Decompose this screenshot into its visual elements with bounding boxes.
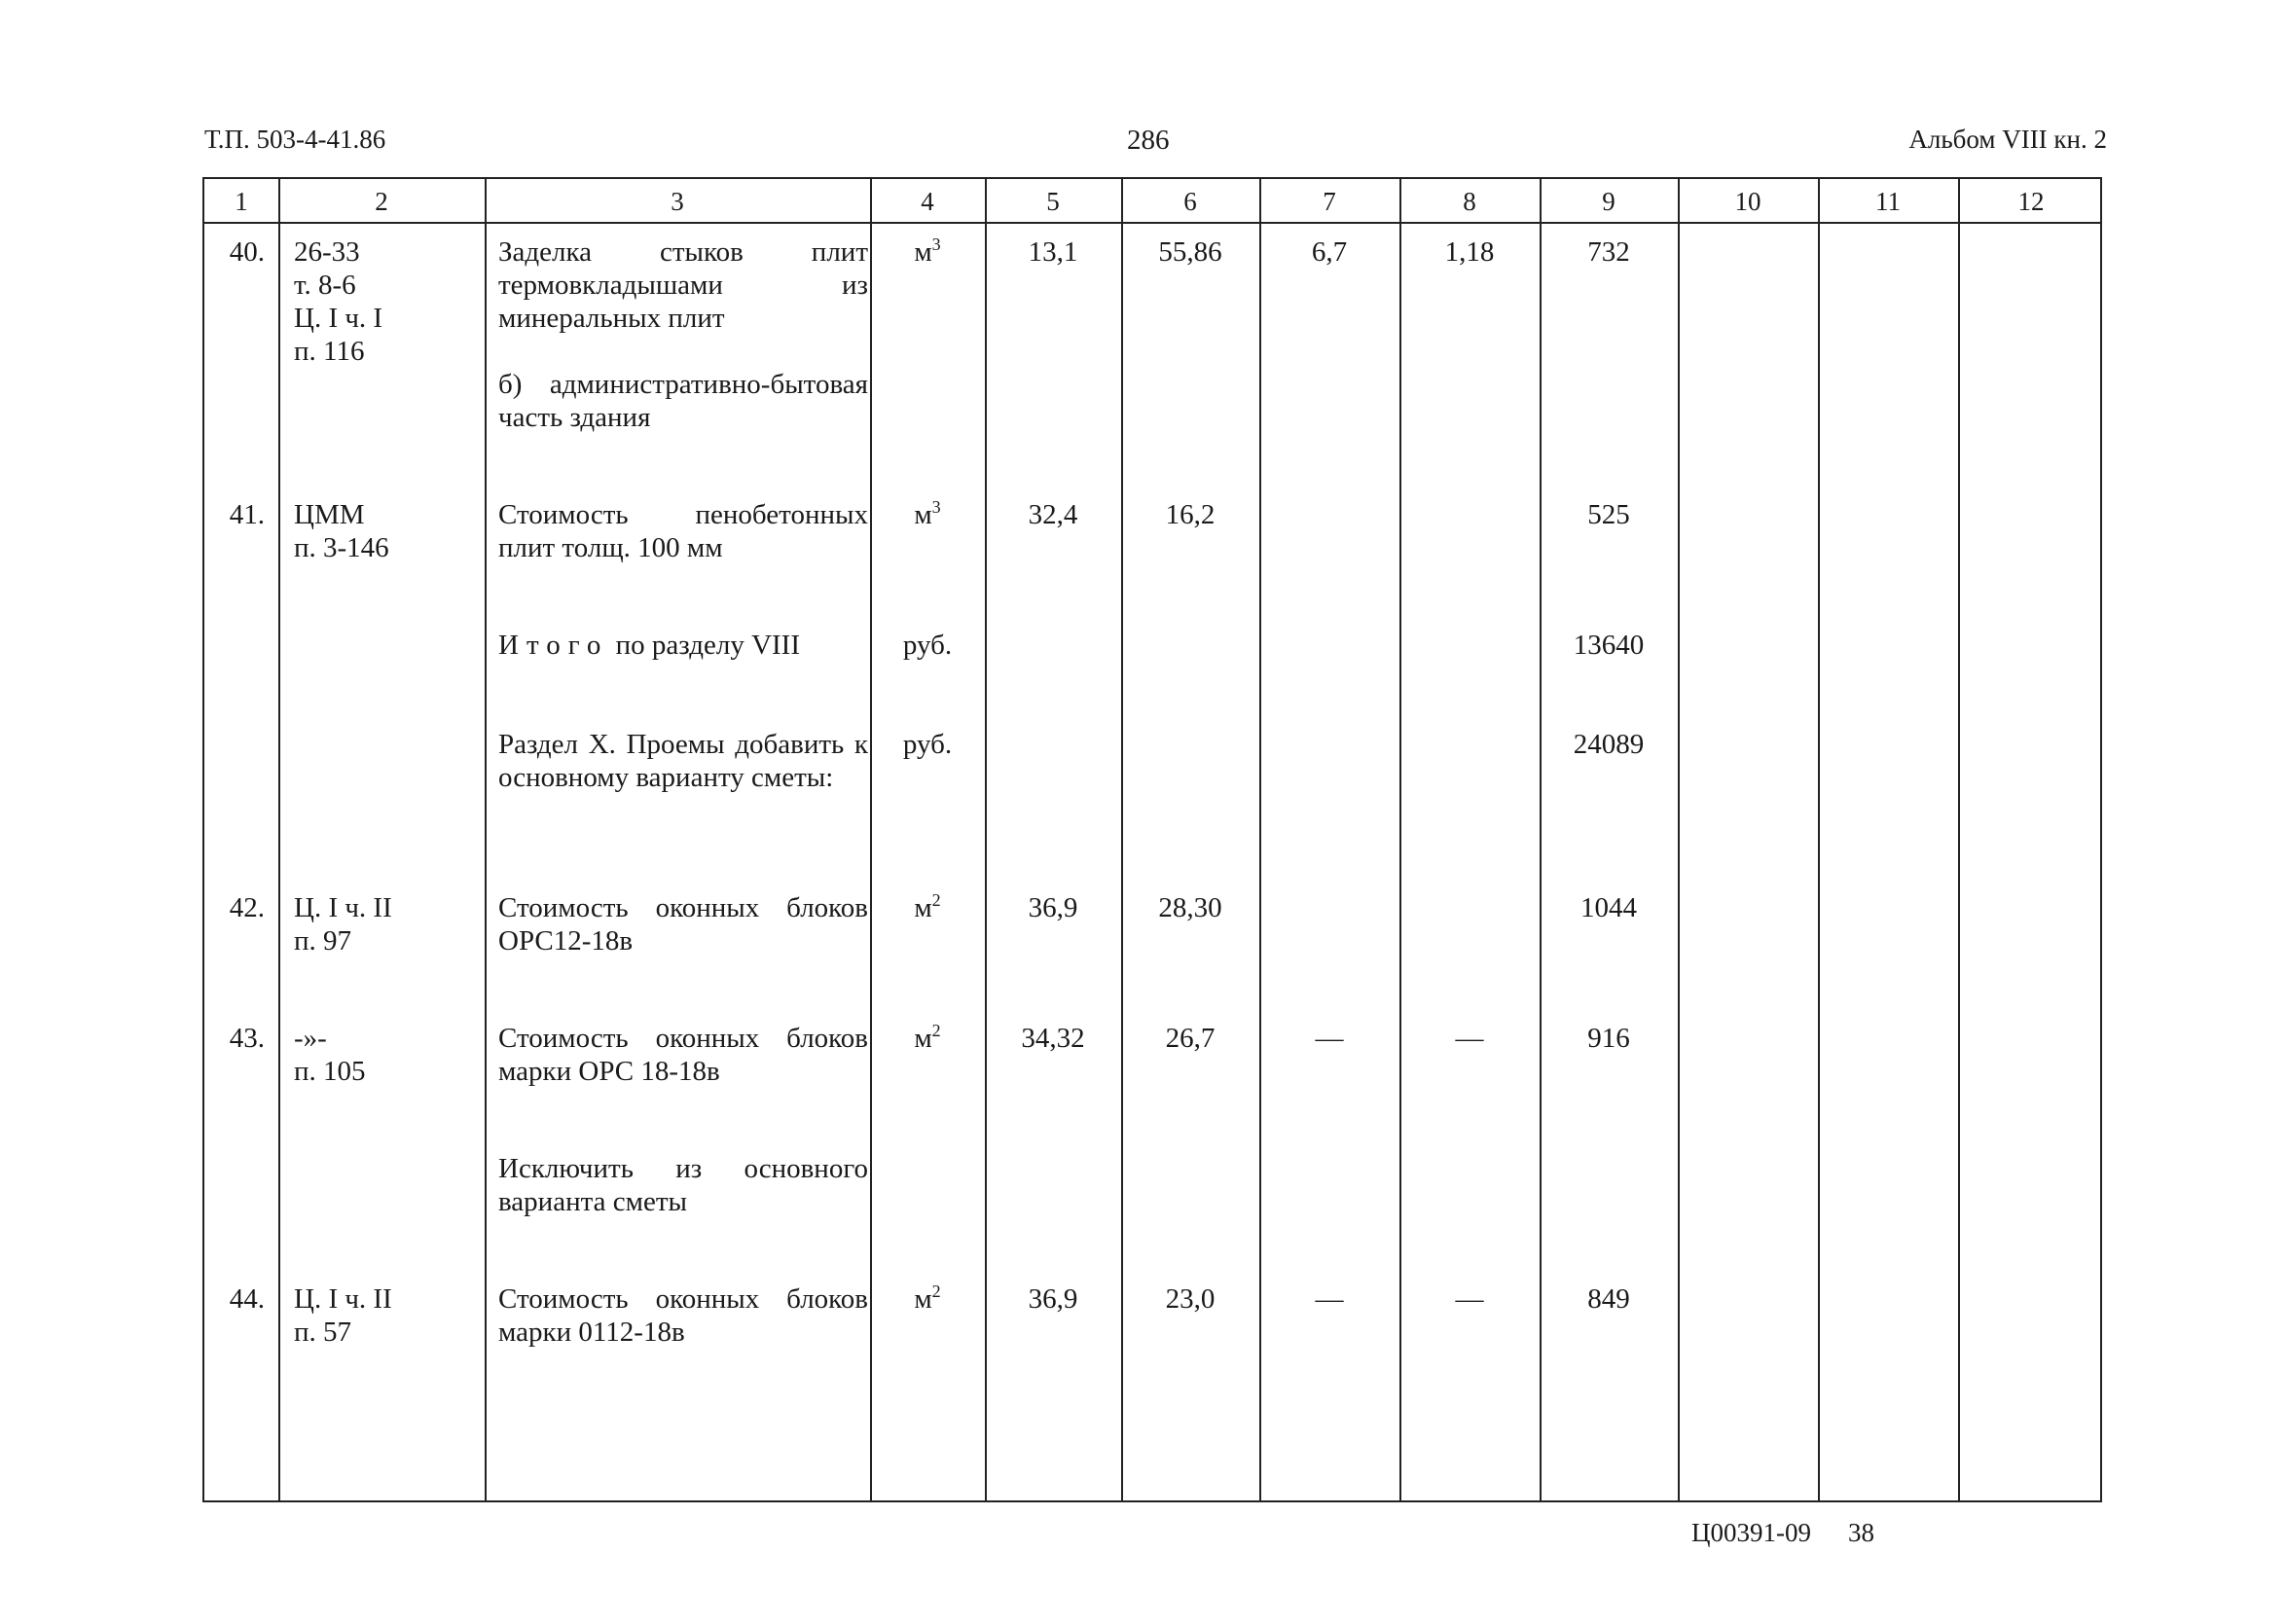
footer-sheet: 38 [1848,1518,1874,1547]
quantity: 34,32 [1021,1023,1085,1054]
unit-cost: 55,86 [1158,236,1222,268]
quantity: 32,4 [1028,499,1078,530]
unit-cost: 23,0 [1165,1283,1216,1315]
work-description: Стоимость пенобетонных плит толщ. 100 мм [498,499,868,563]
norm-reference: 26-33 т. 8-6 Ц. I ч. I п. 116 [294,236,383,367]
footer-code: Ц00391-09 [1691,1518,1811,1547]
row-number: 43. [229,1023,265,1054]
column-number-7: 7 [1323,187,1336,216]
unit-cost: 28,30 [1158,892,1222,923]
column-number-9: 9 [1602,187,1615,216]
unit: $м^2$ [914,1281,941,1315]
column-number-3: 3 [671,187,684,216]
norm-reference: Ц. I ч. II п. 57 [294,1283,392,1348]
total-cost: 525 [1587,499,1630,530]
column-number-12: 12 [2017,187,2045,216]
norm-reference: ЦММ п. 3-146 [294,499,389,563]
total-cost: 13640 [1573,630,1645,661]
column-number-10: 10 [1734,187,1761,216]
col8-value: — [1455,1283,1484,1315]
norm-reference: -»- п. 105 [294,1023,366,1087]
section-heading: Исключить из основного варианта сметы [498,1153,868,1217]
col7-value: 6,7 [1311,236,1348,268]
quantity: 36,9 [1028,1283,1078,1315]
row-number: 44. [229,1283,265,1315]
unit: $м^3$ [914,497,941,530]
unit: руб. [902,630,953,661]
quantity: 36,9 [1028,892,1078,923]
column-number-1: 1 [235,187,248,216]
unit: руб. [902,729,953,760]
column-number-6: 6 [1183,187,1197,216]
quantity: 13,1 [1028,236,1078,268]
col8-value: — [1455,1023,1484,1054]
unit: $м^2$ [914,1021,941,1054]
section-heading: Раздел X. Проемы добавить к основному варианту сметы: [498,729,868,793]
work-description: Стоимость оконных блоков ОРС12-18в [498,892,868,956]
footer [1691,1518,1911,1548]
col7-value: — [1315,1023,1344,1054]
document-code: Т.П. 503-4-41.86 [204,125,386,154]
work-description: Стоимость оконных блоков марки ОРС 18-18в [498,1023,868,1087]
unit: $м^2$ [914,890,941,923]
unit: $м^3$ [914,235,941,268]
column-number-2: 2 [375,187,388,216]
estimate-table [202,177,2102,1502]
total-cost: 1044 [1580,892,1637,923]
total-cost: 916 [1587,1023,1630,1054]
work-description-sub: б) административно-бытовая часть здания [498,369,868,433]
total-cost: 849 [1587,1283,1630,1315]
row-number: 42. [229,892,265,923]
work-description: Заделка стыков плит термовкладышами из минеральных плит [498,236,868,334]
work-description: Стоимость оконных блоков марки 0112-18в [498,1283,868,1348]
norm-reference: Ц. I ч. II п. 97 [294,892,392,956]
album-label: Альбом VIII кн. 2 [1908,125,2107,154]
row-number: 40. [229,236,265,268]
row-number: 41. [229,499,265,530]
total-cost: 24089 [1573,729,1645,760]
page-number: 286 [1127,125,1170,156]
unit-cost: 26,7 [1165,1023,1216,1054]
column-number-4: 4 [921,187,934,216]
column-number-11: 11 [1875,187,1901,216]
col8-value: 1,18 [1444,236,1495,268]
section-total-label: Итого по разделу VIII [498,630,800,661]
col7-value: — [1315,1283,1344,1315]
total-cost: 732 [1587,236,1630,268]
unit-cost: 16,2 [1165,499,1216,530]
column-number-5: 5 [1046,187,1060,216]
column-number-8: 8 [1463,187,1476,216]
